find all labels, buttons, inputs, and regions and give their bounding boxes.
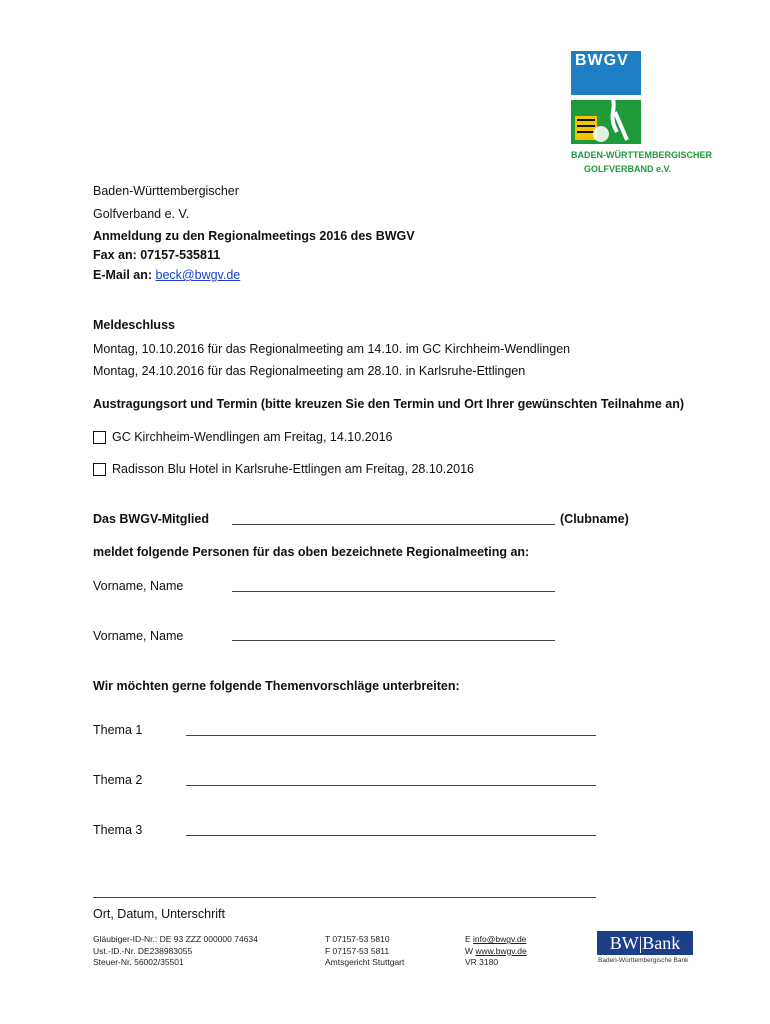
deadline-heading: Meldeschluss: [93, 318, 175, 332]
topic-2-label: Thema 2: [93, 773, 143, 787]
logo-caption-1: BADEN-WÜRTTEMBERGISCHER: [571, 150, 712, 160]
person-1-label: Vorname, Name: [93, 579, 184, 593]
topic-3-field[interactable]: [186, 835, 596, 836]
footer-col-2: [325, 934, 404, 969]
topic-3-label: Thema 3: [93, 823, 143, 837]
clubname-suffix: (Clubname): [560, 512, 629, 526]
bw-bank-subtitle: Baden-Württembergische Bank: [598, 957, 689, 964]
address-line-2: Golfverband e. V.: [93, 207, 190, 221]
footer-web-link[interactable]: www.bwgv.de: [475, 945, 527, 956]
footer-web-prefix: W: [465, 945, 474, 956]
email-label: E-Mail an:: [93, 268, 153, 282]
email-line: [93, 268, 240, 282]
topics-heading: Wir möchten gerne folgende Themenvorschläge unterbreiten:: [93, 679, 460, 693]
member-label: Das BWGV-Mitglied: [93, 512, 209, 526]
topic-2-field[interactable]: [186, 785, 596, 786]
fax-number: Fax an: 07157-535811: [93, 248, 221, 262]
address-line-1: Baden-Württembergischer: [93, 184, 239, 198]
person-2-label: Vorname, Name: [93, 629, 184, 643]
logo-caption-2: GOLFVERBAND e.V.: [584, 164, 672, 174]
footer-court: Amtsgericht Stuttgart: [325, 957, 405, 967]
bw-bank-logo: BW|Bank: [597, 931, 693, 955]
signature-field[interactable]: [93, 897, 596, 898]
person-1-field[interactable]: [232, 591, 555, 592]
footer-vat-id: Ust.-ID.-Nr. DE238983055: [93, 945, 193, 956]
subject: Anmeldung zu den Regionalmeetings 2016 des BWGV: [93, 229, 415, 243]
checkbox-karlsruhe[interactable]: [93, 463, 106, 476]
footer-col-3: [465, 934, 527, 969]
clubname-field[interactable]: [232, 524, 555, 525]
logo-name: BWGV: [575, 52, 629, 69]
footer-tax-no: Steuer-Nr. 56002/35501: [93, 957, 184, 967]
checkbox-kirchheim[interactable]: [93, 431, 106, 444]
footer-fax: F 07157-53 5811: [325, 945, 390, 956]
footer-email-prefix: E: [465, 934, 471, 944]
option-kirchheim-label: GC Kirchheim-Wendlingen am Freitag, 14.10.2016: [112, 430, 393, 444]
golfer-icon: [571, 100, 641, 144]
topic-1-field[interactable]: [186, 735, 596, 736]
email-link[interactable]: beck@bwgv.de: [155, 268, 241, 282]
deadline-line-2: Montag, 24.10.2016 für das Regionalmeeting am 28.10. in Karlsruhe-Ettlingen: [93, 364, 526, 378]
deadline-line-1: Montag, 10.10.2016 für das Regionalmeeting am 14.10. im GC Kirchheim-Wendlingen: [93, 342, 571, 356]
signature-label: Ort, Datum, Unterschrift: [93, 907, 225, 921]
option-karlsruhe-label: Radisson Blu Hotel in Karlsruhe-Ettlingen am Freitag, 28.10.2016: [112, 462, 475, 476]
logo-emblem: [571, 100, 641, 144]
footer-phone: T 07157-53 5810: [325, 934, 390, 944]
member-intro: meldet folgende Personen für das oben bezeichnete Regionalmeeting an:: [93, 545, 530, 559]
footer-register: VR 3180: [465, 957, 499, 967]
venue-heading: Austragungsort und Termin (bitte kreuzen Sie den Termin und Ort Ihrer gewünschten Teilnahme an): [93, 397, 685, 411]
person-2-field[interactable]: [232, 640, 555, 641]
footer-creditor-id: Gläubiger-ID-Nr.: DE 93 ZZZ 000000 74634: [93, 934, 258, 944]
footer-col-1: [93, 934, 258, 969]
footer-email-link[interactable]: info@bwgv.de: [473, 934, 527, 944]
topic-1-label: Thema 1: [93, 723, 143, 737]
